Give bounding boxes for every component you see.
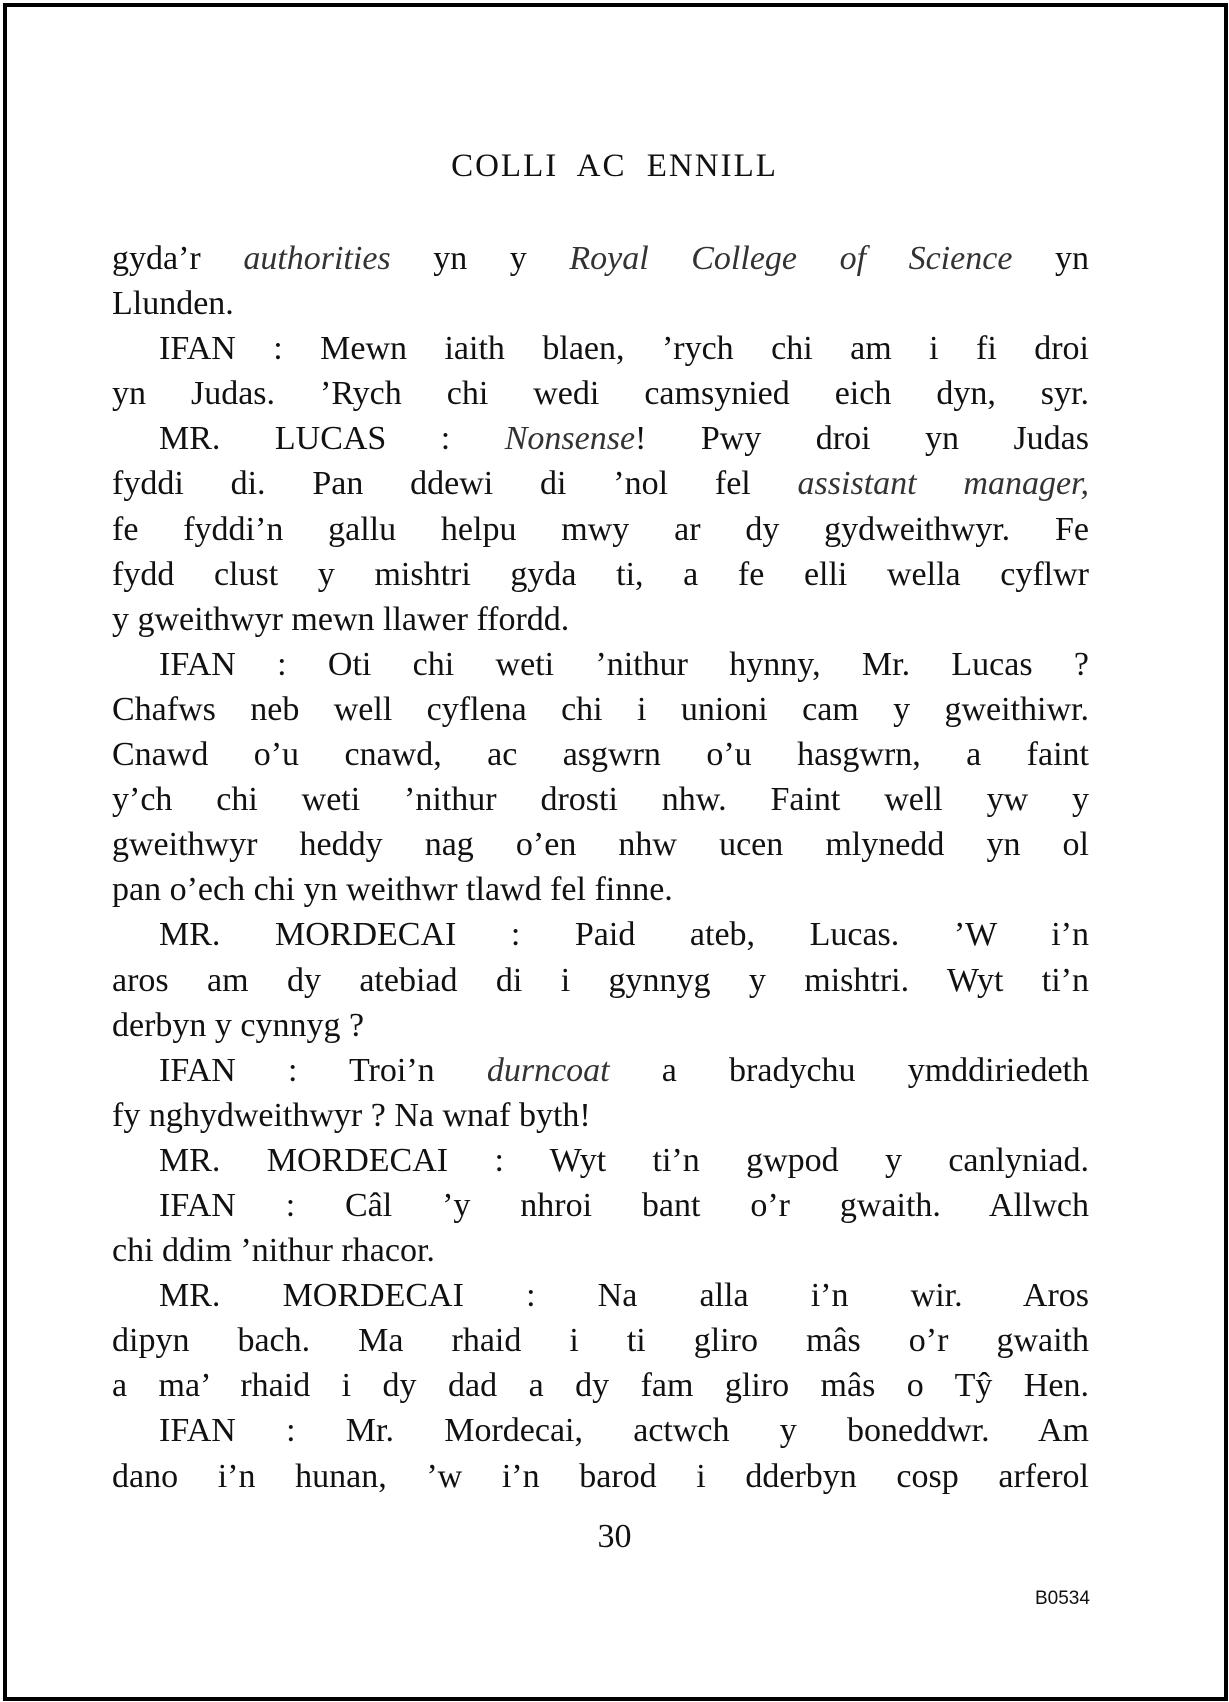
text-line <box>112 1138 1089 1183</box>
text-segment: yn y <box>390 240 570 277</box>
text-line <box>112 1273 1089 1318</box>
text-line <box>112 1228 1089 1273</box>
text-line <box>112 867 1089 912</box>
text-segment: Chafws neb well cyflena chi i unioni cam y gweithiwr. <box>112 690 1089 728</box>
text-segment: gweithwyr heddy nag o’en nhw ucen mlynedd yn ol <box>112 826 1089 864</box>
text-segment: dipyn bach. Ma rhaid i ti gliro mâs o’r gwaith <box>112 1322 1089 1360</box>
text-line <box>112 507 1089 552</box>
text-segment: MR. MORDECAI : Na alla i’n wir. Aros <box>159 1277 1089 1315</box>
text-line <box>112 1003 1089 1048</box>
text-line <box>112 236 1089 281</box>
text-line <box>112 1183 1089 1228</box>
text-line <box>112 1454 1089 1499</box>
italic-phrase: assistant manager, <box>797 465 1089 503</box>
italic-phrase: Royal College of Science <box>569 240 1013 277</box>
text-segment: aros am dy atebiad di i gynnyg y mishtri. Wyt ti’n <box>112 961 1089 999</box>
text-line <box>112 642 1089 687</box>
text-line <box>112 777 1089 822</box>
text-line <box>112 1363 1089 1408</box>
text-line <box>112 1408 1089 1453</box>
text-segment: IFAN : Mewn iaith blaen, ’rych chi am i fi droi <box>159 330 1089 368</box>
text-segment: fy nghydweithwyr ? Na wnaf byth! <box>112 1096 591 1134</box>
text-line <box>112 281 1089 326</box>
text-segment: chi ddim ’nithur rhacor. <box>112 1232 435 1270</box>
text-segment: IFAN : Oti chi weti ’nithur hynny, Mr. Lucas ? <box>159 645 1089 683</box>
page-body-text <box>112 236 1089 1499</box>
text-segment: fyddi di. Pan ddewi di ’nol fel <box>112 465 798 503</box>
page-number: 30 <box>597 1518 632 1555</box>
text-line <box>112 1048 1089 1093</box>
text-segment: MR. LUCAS : <box>159 420 505 458</box>
text-line <box>112 552 1089 597</box>
text-segment: IFAN : Câl ’y nhroi bant o’r gwaith. Allwch <box>159 1186 1089 1224</box>
text-segment: fe fyddi’n gallu helpu mwy ar dy gydweithwyr. Fe <box>112 510 1089 548</box>
text-segment: a ma’ rhaid i dy dad a dy fam gliro mâs o Tŷ Hen. <box>112 1367 1089 1405</box>
text-segment: pan o’ech chi yn weithwr tlawd fel finne. <box>112 871 673 909</box>
text-line <box>112 912 1089 957</box>
text-segment: a bradychu ymddiriedeth <box>609 1051 1089 1089</box>
text-line <box>112 687 1089 732</box>
text-segment: IFAN : Mr. Mordecai, actwch y boneddwr. Am <box>159 1412 1089 1450</box>
text-segment: IFAN : Troi’n <box>159 1051 487 1089</box>
text-segment: fydd clust y mishtri gyda ti, a fe elli wella cyflwr <box>112 555 1089 593</box>
text-line <box>112 822 1089 867</box>
text-segment: yn Judas. ’Rych chi wedi camsynied eich dyn, syr. <box>112 375 1089 413</box>
text-segment: Cnawd o’u cnawd, ac asgwrn o’u hasgwrn, a faint <box>112 736 1089 774</box>
text-segment: y gweithwyr mewn llawer ffordd. <box>112 600 570 638</box>
italic-phrase: durncoat <box>486 1051 610 1089</box>
text-segment: y’ch chi weti ’nithur drosti nhw. Faint well yw y <box>112 781 1089 819</box>
text-segment: Llunden. <box>112 285 234 323</box>
italic-phrase: Nonsense <box>504 420 636 458</box>
running-title: COLLI AC ENNILL <box>451 148 778 184</box>
text-line <box>112 416 1089 461</box>
text-segment: MR. MORDECAI : Paid ateb, Lucas. ’W i’n <box>159 916 1089 954</box>
text-line <box>112 958 1089 1003</box>
text-segment: gyda’r <box>112 240 244 277</box>
text-line <box>112 597 1089 642</box>
text-line <box>112 326 1089 371</box>
text-line <box>112 1318 1089 1363</box>
text-line <box>112 1093 1089 1138</box>
text-segment: ! Pwy droi yn Judas <box>635 420 1089 458</box>
text-segment: dano i’n hunan, ’w i’n barod i dderbyn cosp arferol <box>112 1457 1089 1495</box>
text-segment: derbyn y cynnyg ? <box>112 1006 365 1044</box>
text-line <box>112 371 1089 416</box>
text-segment: MR. MORDECAI : Wyt ti’n gwpod y canlyniad. <box>159 1141 1089 1179</box>
catalog-code: B0534 <box>1035 1588 1090 1609</box>
text-line <box>112 461 1089 506</box>
italic-phrase: authorities <box>243 240 391 277</box>
text-line <box>112 732 1089 777</box>
text-segment: yn <box>1012 240 1089 277</box>
